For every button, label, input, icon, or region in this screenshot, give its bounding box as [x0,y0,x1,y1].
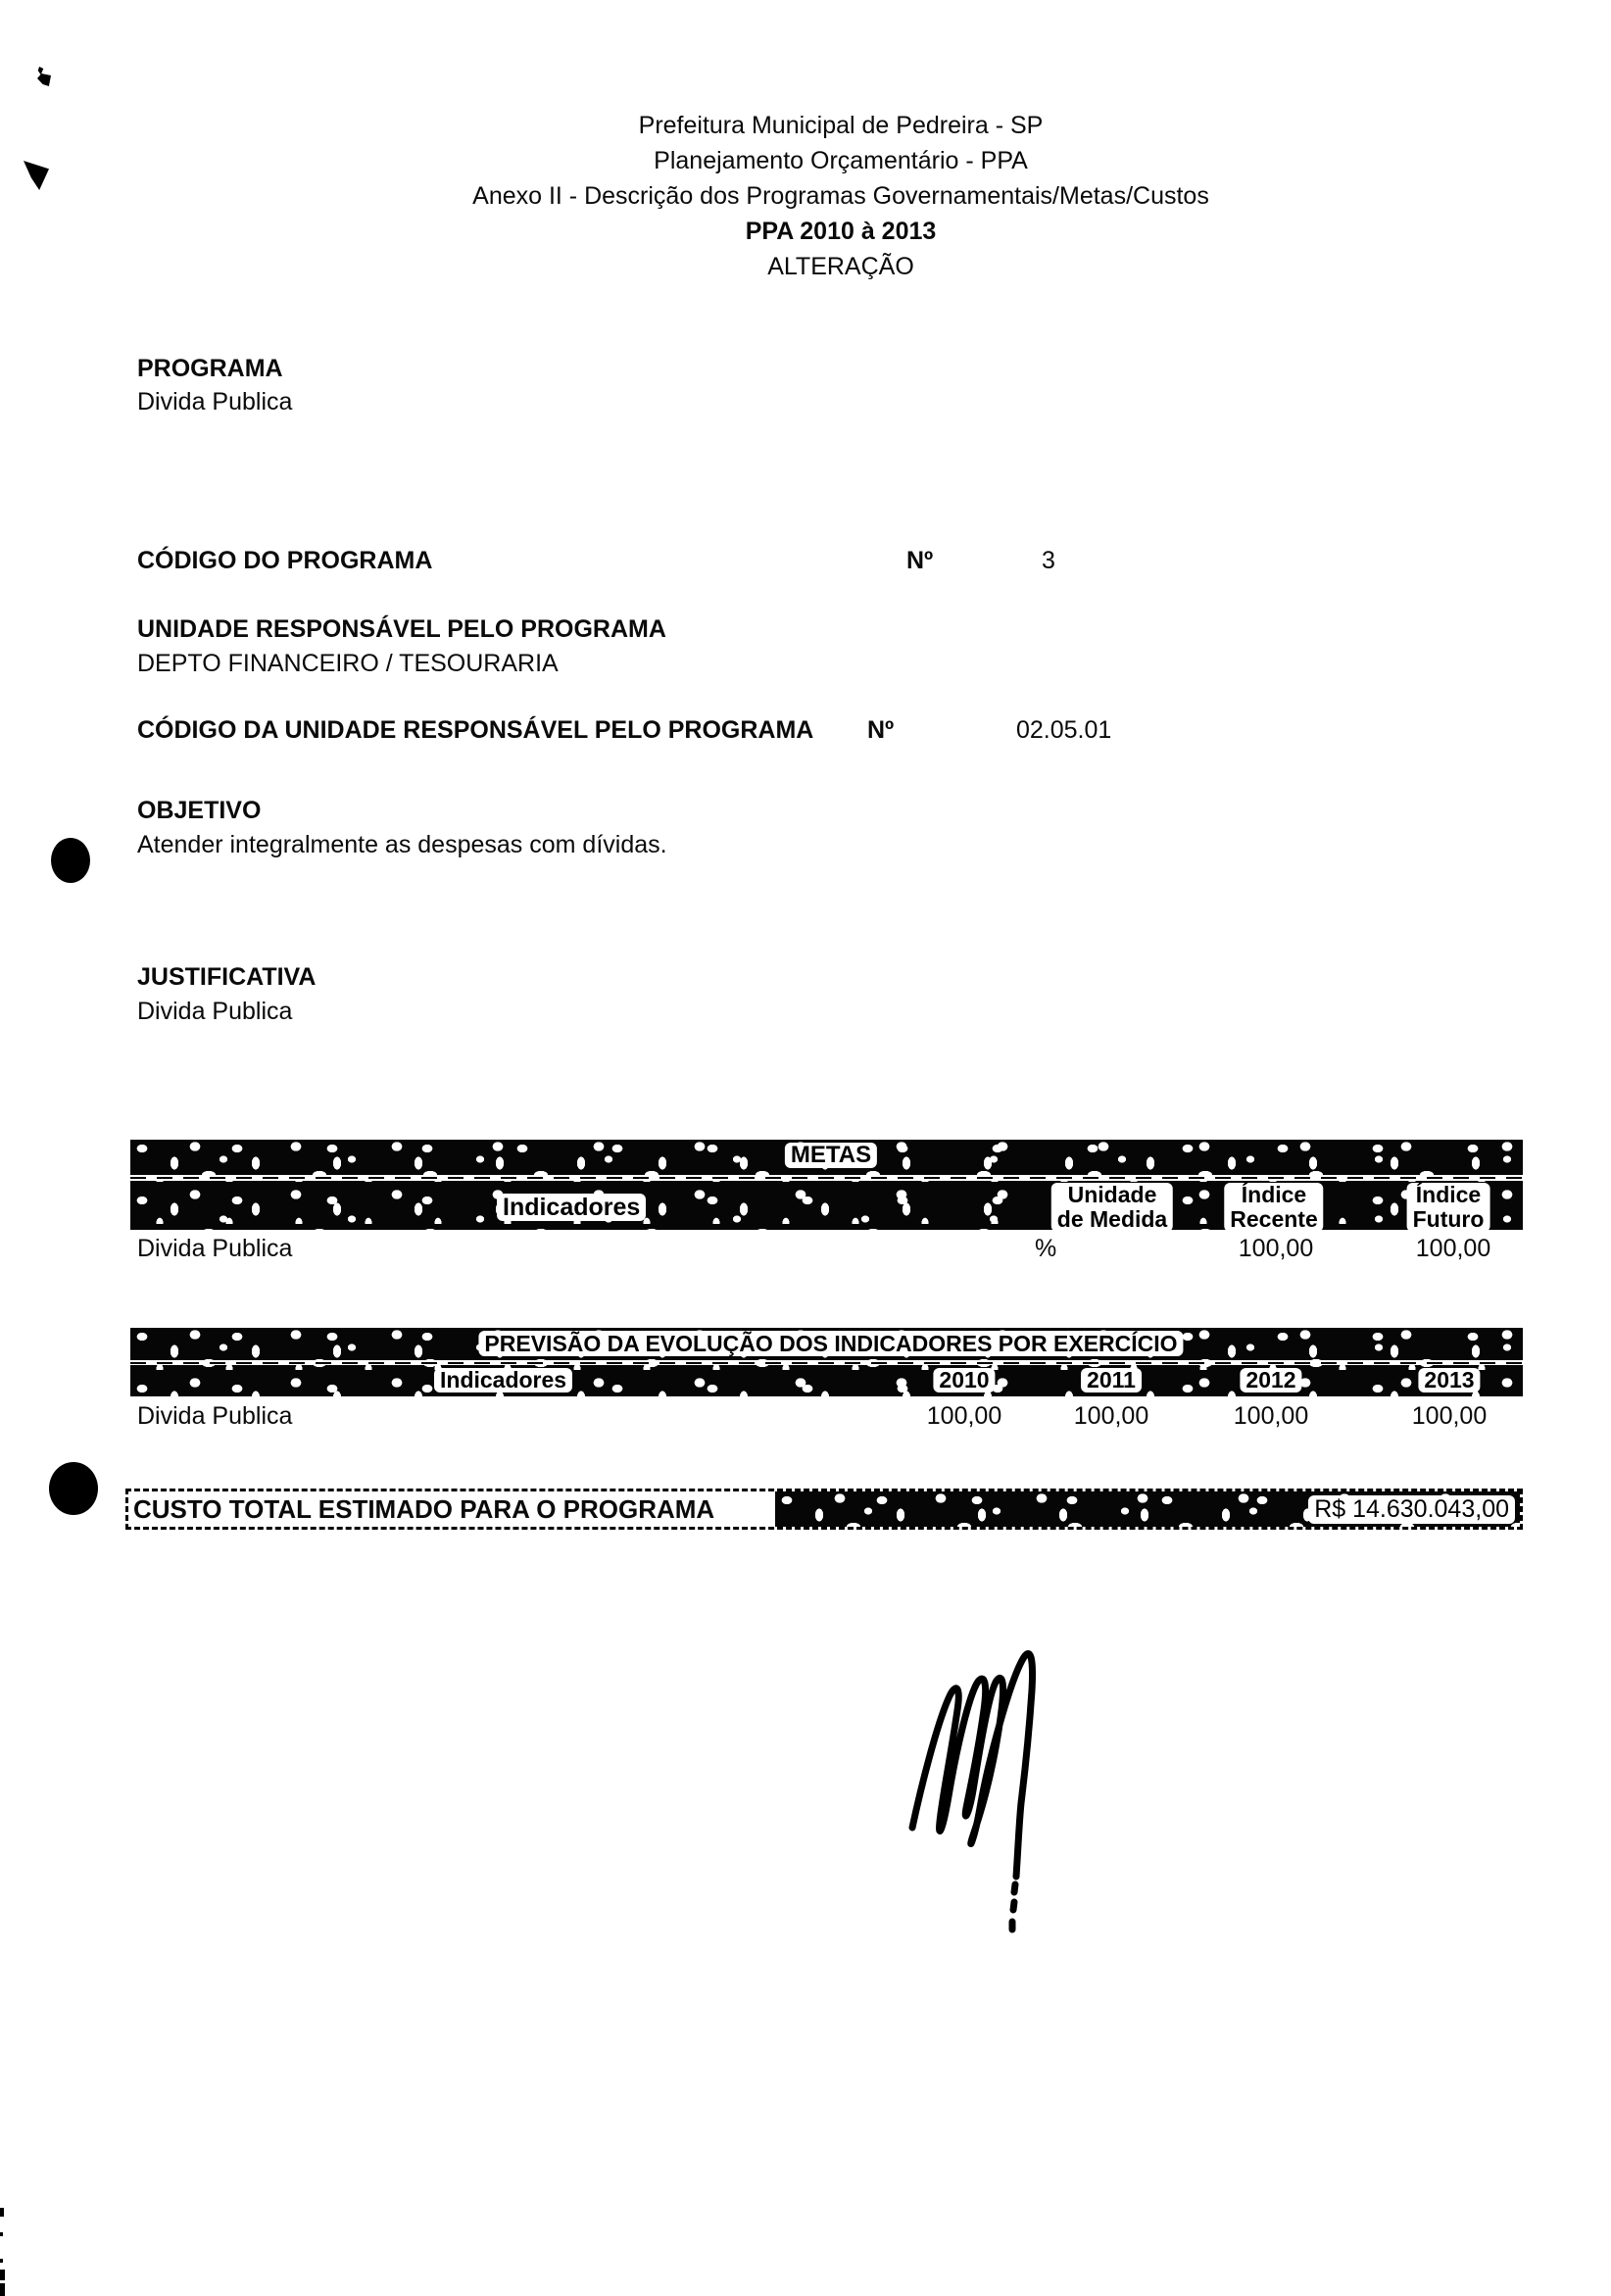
header-line-department: Planejamento Orçamentário - PPA [654,147,1028,174]
document-header [204,108,1478,284]
scan-artifact-edge [0,2259,3,2263]
custo-total-band [125,1489,1523,1530]
codigo-programa-value: 3 [1042,547,1055,574]
metas-col-indice-futuro: Índice Futuro [1407,1183,1490,1232]
justificativa-value: Divida Publica [137,998,293,1025]
header-line-alteracao: ALTERAÇÃO [767,253,914,280]
previsao-row-value-2012: 100,00 [1233,1402,1309,1430]
previsao-col-year-2011: 2011 [1081,1368,1142,1392]
metas-table-header-band [130,1140,1523,1230]
objetivo-label: OBJETIVO [137,797,262,824]
metas-band-divider [130,1175,1523,1181]
previsao-row-value-2010: 100,00 [926,1402,1002,1430]
codigo-unidade-label: CÓDIGO DA UNIDADE RESPONSÁVEL PELO PROGRAMA [137,716,814,744]
punch-hole-mark [49,1462,98,1515]
custo-total-value: R$ 14.630.043,00 [1308,1495,1515,1524]
previsao-col-indicadores: Indicadores [434,1368,572,1392]
previsao-col-year-2012: 2012 [1240,1368,1301,1392]
metas-row-indice-recente: 100,00 [1238,1235,1314,1262]
metas-col-unidade-medida: Unidade de Medida [1051,1183,1173,1232]
previsao-row-value-2011: 100,00 [1073,1402,1149,1430]
custo-total-label: CUSTO TOTAL ESTIMADO PARA O PROGRAMA [133,1494,715,1524]
metas-col-indice-recente: Índice Recente [1224,1183,1323,1232]
scan-artifact-edge [0,2270,5,2280]
header-line-ppa-period: PPA 2010 à 2013 [745,218,937,245]
header-line-annex: Anexo II - Descrição dos Programas Governamentais/Metas/Custos [472,182,1209,210]
previsao-table-header-band [130,1328,1523,1396]
justificativa-label: JUSTIFICATIVA [137,963,317,991]
scan-artifact-speck [37,67,51,86]
previsao-band-divider [130,1360,1523,1365]
metas-row-unidade: % [1035,1235,1057,1262]
scan-artifact-edge [0,2232,3,2236]
metas-title: METAS [785,1143,877,1168]
codigo-programa-numero-label: Nº [906,547,934,574]
previsao-col-year-2010: 2010 [933,1368,995,1392]
programa-value: Divida Publica [137,388,293,415]
header-line-institution: Prefeitura Municipal de Pedreira - SP [638,112,1044,139]
unidade-responsavel-label: UNIDADE RESPONSÁVEL PELO PROGRAMA [137,615,666,643]
custo-band-speckle [775,1491,1520,1527]
previsao-row-indicador: Divida Publica [137,1402,293,1430]
codigo-unidade-numero-label: Nº [867,716,895,744]
codigo-programa-label: CÓDIGO DO PROGRAMA [137,547,433,574]
handwritten-signature [880,1632,1056,1935]
codigo-unidade-value: 02.05.01 [1016,716,1112,744]
scan-artifact-blob [24,161,49,190]
punch-hole-mark [51,838,90,883]
objetivo-value: Atender integralmente as despesas com dívidas. [137,831,667,858]
unidade-responsavel-value: DEPTO FINANCEIRO / TESOURARIA [137,650,559,677]
scan-artifact-edge [0,2208,4,2217]
metas-col-indicadores: Indicadores [497,1194,646,1221]
previsao-title: PREVISÃO DA EVOLUÇÃO DOS INDICADORES POR EXERCÍCIO [478,1331,1183,1356]
metas-row-indice-futuro: 100,00 [1415,1235,1491,1262]
metas-row-indicador: Divida Publica [137,1235,293,1262]
programa-label: PROGRAMA [137,355,283,382]
previsao-row-value-2013: 100,00 [1411,1402,1488,1430]
scan-artifact-edge [0,2283,5,2296]
previsao-col-year-2013: 2013 [1418,1368,1480,1392]
